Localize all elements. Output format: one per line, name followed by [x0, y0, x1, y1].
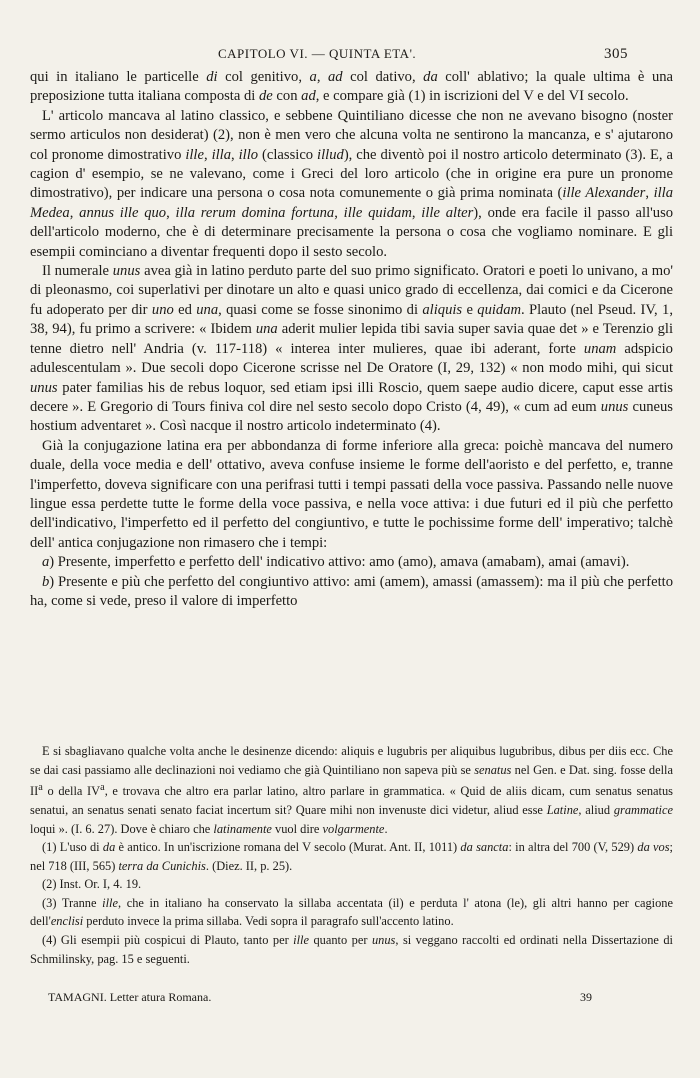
chapter-title: CAPITOLO VI. — QUINTA ETA'.	[218, 46, 417, 61]
page-number: 305	[604, 46, 628, 62]
footnote: (2) Inst. Or. I, 4. 19.	[42, 877, 142, 892]
footnotes	[30, 742, 673, 968]
list-item: a) Presente, imperfetto e perfetto dell' indicativo attivo: amo (amo), amava (amabam), amai (amavi).	[42, 554, 630, 571]
paragraph: Il numerale unus avea già in latino perduto parte del suo primo significato. Oratori e poeti lo univano, a mo' di pleonasmo, coi superlativi per dinotare un alto e quasi unico grado di eccellenza, dai comici e da Cicerone fu adoperato per dir uno ed una, quasi come se fosse sinonimo di aliquis e quidam. Plauto (nel Pseud. IV, 1, 38, 94), fu primo a scrivere: « Ibidem una aderit mulier lepida tibi savia super savia quae det » e Terenzio gli tenne dietro nell' Andria (v. 117-118) « interea inter mulieres, quae ibi aderant, forte unam adspicio adulescentulam ». Due secoli dopo Cicerone scrisse nel De Oratore (I, 29, 132) « non modo mihi, qui sicut unus pater familias his de rebus loquor, sed etiam ipsi illi Roscio, quem saepe audio dicere, caput esse artis decere ». E Gregorio di Tours finiva col dire nel sesto secolo dopo Cristo (4, 49), « cum ad eum unus cuneus hostium adventaret ». Così nacque il nostro articolo indeterminato (4).	[30, 263, 673, 435]
paragraph: Già la conjugazione latina era per abbondanza di forme inferiore alla greca: poichè mancava del numero duale, della voce media e dell' ottativo, aveva confuse insieme le forme dell'aoristo e del perfetto, e, tranne l'imperfetto, doveva significare con una perifrasi tutti i tempi passati della voce passiva. Passando nelle nuove lingue essa perdette tutte le forme della voce passiva, e nella voce attiva: i due futuri ed il più che perfetto dell'indicativo, l'imperfetto ed il perfetto del congiuntivo, e tutte le pochissime forme dell' imperativo; talchè dell' antica conjugazione non rimasero che i tempi:	[30, 437, 673, 551]
list-item: b) Presente e più che perfetto del congiuntivo attivo: ami (amem), amassi (amassem): ma il più che perfetto ha, come si vede, preso il valore di imperfetto	[30, 573, 673, 609]
footnote: E si sbagliavano qualche volta anche le desinenze dicendo: aliquis e lugubris per aliquibus lugubribus, dibus per diis ecc. Che se dai casi passiamo alle declinazioni noi vediamo che già Quintiliano non sapeva più se senatus nel Gen. e Dat. sing. fosse della $II^a$ o della $IV^a$, e trovava che altro era parlar latino, altro parlare in grammatica. « Quid de aliis dicam, cum senatus senatus senatui, an senatus senati senato faciat incertum sit? Quare mihi non invenuste dici videtur, aliud esse Latine, aliud grammatice loqui ». (I. 6. 27). Dove è chiaro che latinamente vuol dire volgarmente.	[30, 744, 674, 836]
paragraph: qui in italiano le particelle di col genitivo, a, ad col dativo, da coll' ablativo; la quale ultima è una preposizione tutta italiana composta di de con ad, e compare già (1) in iscrizioni del V e del VI secolo.	[30, 69, 674, 105]
footnote: (1) L'uso di da è antico. In un'iscrizione romana del V secolo (Murat. Ant. II, 1011) da sancta: in altra del 700 (V, 529) da vos; nel 718 (III, 565) terra da Cunichis. (Diez. II, p. 25).	[30, 840, 673, 873]
paragraph: L' articolo mancava al latino classico, e sebbene Quintiliano dicesse che non ne avevano bisogno (noster sermo articulos non desiderat) (2), non è men vero che alcuna volta ne sentirono la mancanza, e s' ajutarono col pronome dimostrativo ille, illa, illo (classico illud), che diventò poi il nostro articolo determinato (3). E, a cagion d' esempio, se ne valevano, come i Greci del loro articolo (che in origine era pure un pronome dimostrativo), per indicare una persona o cosa nota comunemente o già prima nominata (ille Alexander, illa Medea, annus ille quo, illa rerum domina fortuna, ille quidam, ille alter), onde era facile il passo all'uso dell'articolo moderno, che è di determinare precisamente la persona o cosa che vogliamo nominare. E gli esempii cominciano a diventar frequenti dopo il sesto secolo.	[30, 107, 674, 260]
main-text	[30, 68, 673, 611]
book-author-title: TAMAGNI. Letter atura Romana.	[48, 990, 212, 1004]
footnote: (4) Gli esempii più cospicui di Plauto, tanto per ille quanto per unus, si veggano raccolti ed ordinati nella Dissertazione di Schmilinsky, pag. 15 e seguenti.	[30, 933, 673, 966]
running-header	[0, 46, 700, 66]
footnote: (3) Tranne ille, che in italiano ha conservato la sillaba accentata (il) e perduta l' atona (le), gli altri hanno per cagione dell'enclisi perduto invece la prima sillaba. Vedi sopra il paragrafo sull'accento latino.	[30, 895, 673, 929]
signature-line	[30, 990, 673, 1010]
signature-mark: 39	[580, 990, 592, 1004]
